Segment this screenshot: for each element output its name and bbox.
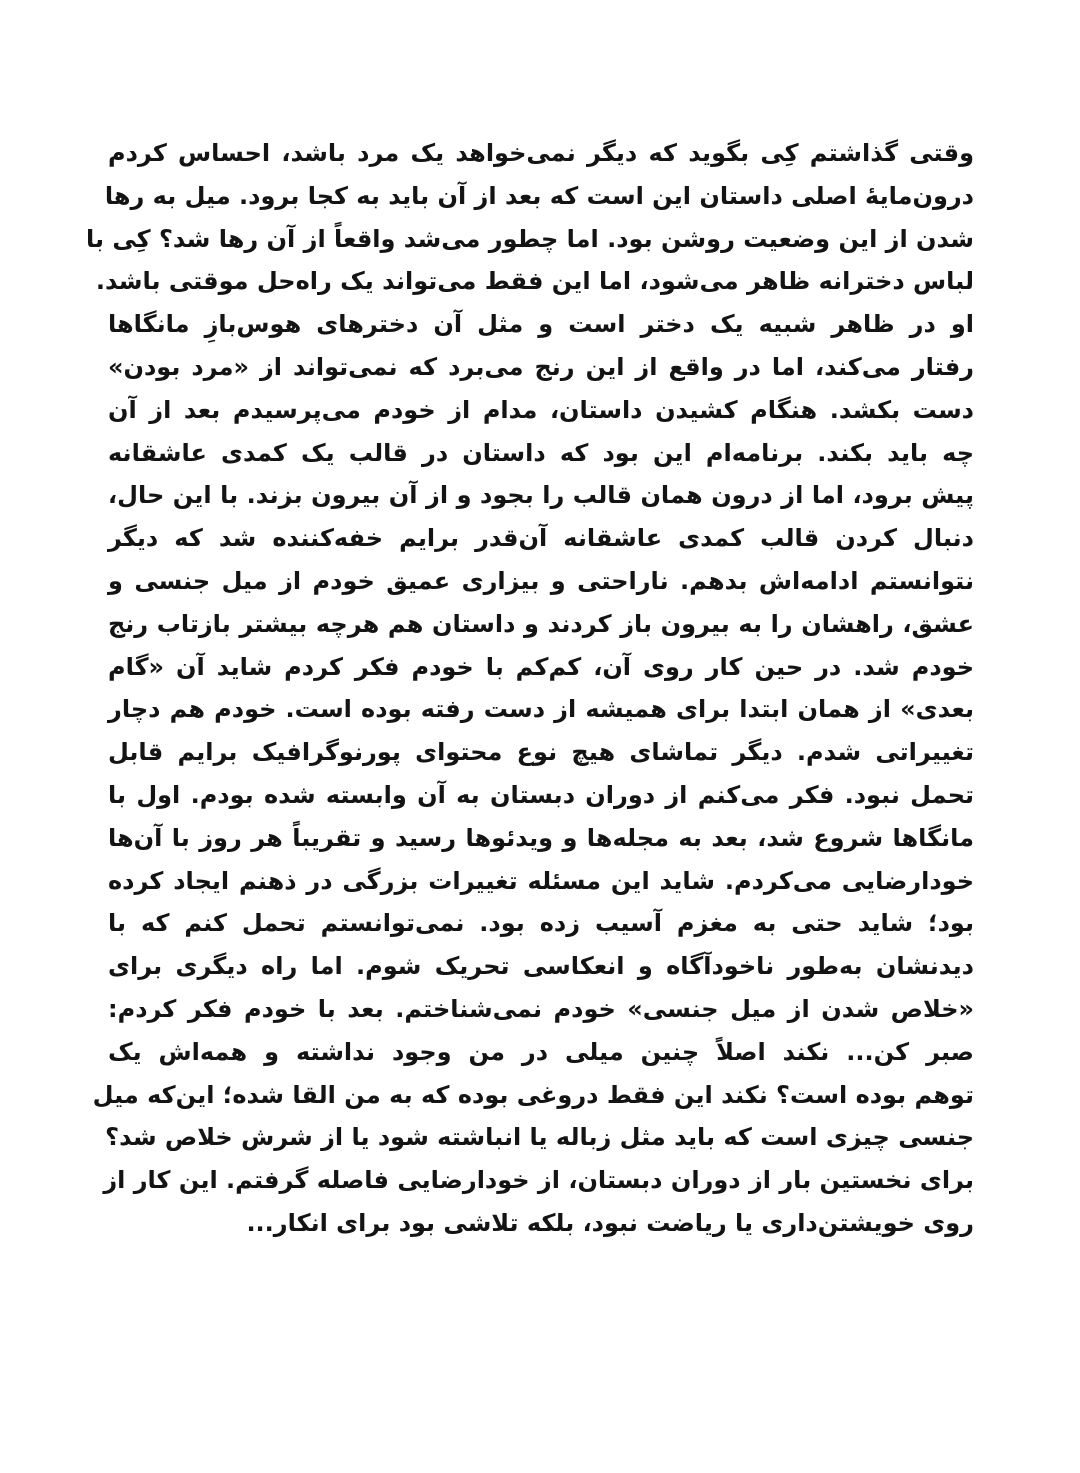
text-line: «خلاص شدن از میل جنسی» خودم نمی‌شناختم. بعد با خودم فکر کردم: <box>108 994 974 1023</box>
text-line: شدن از این وضعیت روشن بود. اما چطور می‌شد واقعاً از آن رها شد؟ کِی با <box>86 224 974 253</box>
text-line: وقتی گذاشتم کِی بگوید که دیگر نمی‌خواهد یک مرد باشد، احساس کردم <box>108 139 974 167</box>
text-line: مانگاها شروع شد، بعد به مجله‌ها و ویدئوها رسید و تقریباً هر روز با آن‌ها <box>108 823 974 852</box>
text-line: بود؛ شاید حتی به مغزم آسیب زده بود. نمی‌توانستم تحمل کنم که با <box>108 909 974 938</box>
text-line: خودم شد. در حین کار روی آن، کم‌کم با خودم فکر کردم شاید آن «گام <box>108 652 974 681</box>
text-line: دیدنشان به‌طور ناخودآگاه و انعکاسی تحریک شوم. اما راه دیگری برای <box>108 952 974 981</box>
text-line: دنبال کردن قالب کمدی عاشقانه آن‌قدر برایم خفه‌کننده شد که دیگر <box>108 524 974 553</box>
text-line: پیش برود، اما از درون همان قالب را بجود و از آن بیرون بزند. با این حال، <box>108 481 974 510</box>
text-line: روی خویشتن‌داری یا ریاضت نبود، بلکه تلاشی بود برای انکار... <box>246 1208 974 1237</box>
text-line: بعدی» از همان ابتدا برای همیشه از دست رفته بوده است. خودم هم دچار <box>108 695 974 724</box>
text-line: دست بکشد. هنگام کشیدن داستان، مدام از خودم می‌پرسیدم بعد از آن <box>108 395 974 424</box>
text-line: نتوانستم ادامه‌اش بدهم. ناراحتی و بیزاری عمیق خودم از میل جنسی و <box>108 566 974 595</box>
text-line: لباس دخترانه ظاهر می‌شود، اما این فقط می‌تواند یک راه‌حل موقتی باشد. <box>95 267 974 296</box>
text-line: تحمل نبود. فکر می‌کنم از دوران دبستان به آن وابسته شده بودم. اول با <box>108 780 974 809</box>
text-line: خودارضایی می‌کردم. شاید این مسئله تغییرات بزرگی در ذهنم ایجاد کرده <box>108 866 974 895</box>
text-line: رفتار می‌کند، اما در واقع از این رنج می‌برد که نمی‌تواند از «مرد بودن» <box>108 352 974 381</box>
text-line: جنسی چیزی است که باید مثل زباله یا انباشته شود یا از شرش خلاص شد؟ <box>105 1123 974 1152</box>
text-line: درون‌مایۀ اصلی داستان این است که بعد از آن باید به کجا برود. میل به رها <box>104 181 974 210</box>
text-line: تغییراتی شدم. دیگر تماشای هیچ نوع محتوای پورنوگرافیک برایم قابل <box>108 738 974 767</box>
text-line: او در ظاهر شبیه یک دختر است و مثل آن دخترهای هوس‌بازِ مانگاها <box>108 310 974 339</box>
body-text <box>86 132 974 1245</box>
text-line: عشق، راهشان را به بیرون باز کردند و داستان هم هرچه بیشتر بازتاب رنج <box>108 609 974 638</box>
text-line: چه باید بکند. برنامه‌ام این بود که داستان در قالب یک کمدی عاشقانه <box>108 438 974 467</box>
text-line: توهم بوده است؟ نکند این فقط دروغی بوده که به من القا شده؛ این‌که میل <box>92 1080 974 1109</box>
text-line: صبر کن... نکند اصلاً چنین میلی در من وجود نداشته و همه‌اش یک <box>108 1037 974 1066</box>
text-line: برای نخستین بار از دوران دبستان، از خودارضایی فاصله گرفتم. این کار از <box>103 1166 974 1195</box>
